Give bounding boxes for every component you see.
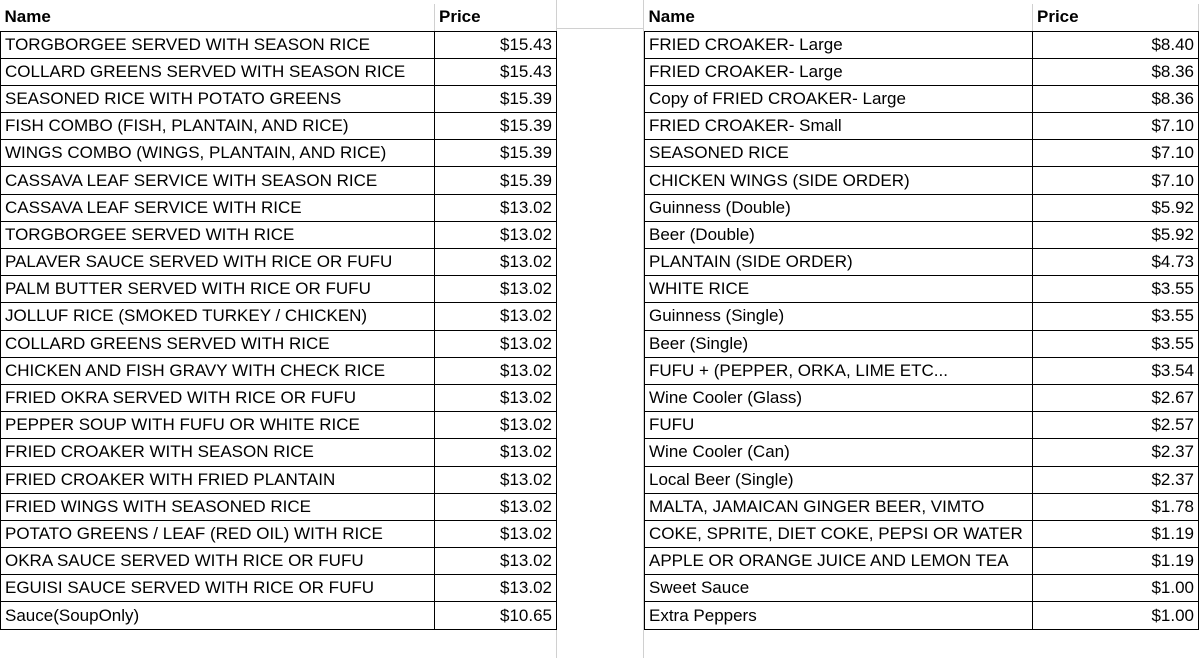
item-price[interactable]: $13.02: [435, 520, 557, 547]
header-row: [1, 4, 557, 31]
item-name[interactable]: CHICKEN AND FISH GRAVY WITH CHECK RICE: [1, 357, 435, 384]
table-row[interactable]: [645, 167, 1199, 194]
item-price[interactable]: $13.02: [435, 303, 557, 330]
item-price[interactable]: $15.43: [435, 31, 557, 58]
column-gap: [556, 0, 644, 658]
item-price[interactable]: $3.55: [1033, 330, 1199, 357]
item-name[interactable]: WINGS COMBO (WINGS, PLANTAIN, AND RICE): [1, 140, 435, 167]
name-header: Name: [1, 4, 435, 31]
item-price[interactable]: $13.02: [435, 548, 557, 575]
item-name[interactable]: JOLLUF RICE (SMOKED TURKEY / CHICKEN): [1, 303, 435, 330]
item-price[interactable]: $15.39: [435, 113, 557, 140]
item-name[interactable]: EGUISI SAUCE SERVED WITH RICE OR FUFU: [1, 575, 435, 602]
item-name[interactable]: FRIED CROAKER- Large: [645, 58, 1033, 85]
item-price[interactable]: $8.36: [1033, 85, 1199, 112]
table-row[interactable]: [645, 412, 1199, 439]
item-name[interactable]: PEPPER SOUP WITH FUFU OR WHITE RICE: [1, 412, 435, 439]
item-name[interactable]: FRIED CROAKER WITH SEASON RICE: [1, 439, 435, 466]
table-row[interactable]: [645, 58, 1199, 85]
menu-table-right: [644, 4, 1199, 630]
menu-table-left: [0, 4, 557, 630]
item-name[interactable]: Guinness (Double): [645, 194, 1033, 221]
table-row[interactable]: [1, 303, 557, 330]
table-row[interactable]: [1, 602, 557, 629]
item-name[interactable]: Sauce(SoupOnly): [1, 602, 435, 629]
table-row[interactable]: [1, 520, 557, 547]
item-name[interactable]: WHITE RICE: [645, 276, 1033, 303]
table-row[interactable]: [645, 466, 1199, 493]
item-price[interactable]: $13.02: [435, 276, 557, 303]
table-row[interactable]: [645, 602, 1199, 629]
table-row[interactable]: [1, 575, 557, 602]
table-row[interactable]: [1, 85, 557, 112]
item-price[interactable]: $3.54: [1033, 357, 1199, 384]
item-price[interactable]: $2.37: [1033, 466, 1199, 493]
table-row[interactable]: [645, 31, 1199, 58]
item-price[interactable]: $13.02: [435, 412, 557, 439]
table-row[interactable]: [645, 249, 1199, 276]
item-name[interactable]: SEASONED RICE: [645, 140, 1033, 167]
item-price[interactable]: $4.73: [1033, 249, 1199, 276]
item-name[interactable]: Beer (Double): [645, 221, 1033, 248]
item-name[interactable]: FRIED CROAKER- Large: [645, 31, 1033, 58]
table-row[interactable]: [1, 167, 557, 194]
table-row[interactable]: [1, 31, 557, 58]
table-row[interactable]: [645, 330, 1199, 357]
table-row[interactable]: [645, 439, 1199, 466]
table-row[interactable]: [645, 384, 1199, 411]
item-price[interactable]: $13.02: [435, 439, 557, 466]
item-price[interactable]: $13.02: [435, 221, 557, 248]
table-row[interactable]: [1, 466, 557, 493]
table-row[interactable]: [645, 85, 1199, 112]
item-price[interactable]: $15.43: [435, 58, 557, 85]
item-name[interactable]: Extra Peppers: [645, 602, 1033, 629]
table-row[interactable]: [645, 194, 1199, 221]
item-price[interactable]: $8.40: [1033, 31, 1199, 58]
item-price[interactable]: $7.10: [1033, 113, 1199, 140]
table-row[interactable]: [1, 58, 557, 85]
item-price[interactable]: $5.92: [1033, 194, 1199, 221]
item-name[interactable]: CASSAVA LEAF SERVICE WITH RICE: [1, 194, 435, 221]
table-row[interactable]: [645, 303, 1199, 330]
table-row[interactable]: [645, 140, 1199, 167]
item-name[interactable]: PLANTAIN (SIDE ORDER): [645, 249, 1033, 276]
item-name[interactable]: Guinness (Single): [645, 303, 1033, 330]
item-name[interactable]: Local Beer (Single): [645, 466, 1033, 493]
table-row[interactable]: [645, 548, 1199, 575]
item-name[interactable]: COKE, SPRITE, DIET COKE, PEPSI OR WATER: [645, 520, 1033, 547]
item-name[interactable]: Wine Cooler (Can): [645, 439, 1033, 466]
item-price[interactable]: $2.37: [1033, 439, 1199, 466]
item-price[interactable]: $13.02: [435, 330, 557, 357]
item-name[interactable]: SEASONED RICE WITH POTATO GREENS: [1, 85, 435, 112]
item-price[interactable]: $10.65: [435, 602, 557, 629]
item-name[interactable]: FISH COMBO (FISH, PLANTAIN, AND RICE): [1, 113, 435, 140]
name-header: Name: [645, 4, 1033, 31]
item-price[interactable]: $13.02: [435, 493, 557, 520]
table-row[interactable]: [645, 113, 1199, 140]
item-price[interactable]: $8.36: [1033, 58, 1199, 85]
header-row: [645, 4, 1199, 31]
item-name[interactable]: FRIED WINGS WITH SEASONED RICE: [1, 493, 435, 520]
item-price[interactable]: $13.02: [435, 194, 557, 221]
table-row[interactable]: [1, 548, 557, 575]
item-name[interactable]: TORGBORGEE SERVED WITH RICE: [1, 221, 435, 248]
table-row[interactable]: [1, 221, 557, 248]
price-header: Price: [1033, 4, 1199, 31]
table-row[interactable]: [645, 221, 1199, 248]
table-row[interactable]: [1, 194, 557, 221]
item-price[interactable]: $13.02: [435, 384, 557, 411]
item-name[interactable]: FRIED OKRA SERVED WITH RICE OR FUFU: [1, 384, 435, 411]
table-row[interactable]: [1, 384, 557, 411]
item-name[interactable]: MALTA, JAMAICAN GINGER BEER, VIMTO: [645, 493, 1033, 520]
item-price[interactable]: $3.55: [1033, 303, 1199, 330]
item-price[interactable]: $1.19: [1033, 548, 1199, 575]
item-name[interactable]: Copy of FRIED CROAKER- Large: [645, 85, 1033, 112]
item-name[interactable]: Sweet Sauce: [645, 575, 1033, 602]
item-name[interactable]: OKRA SAUCE SERVED WITH RICE OR FUFU: [1, 548, 435, 575]
table-row[interactable]: [1, 249, 557, 276]
item-price[interactable]: $13.02: [435, 249, 557, 276]
item-price[interactable]: $1.19: [1033, 520, 1199, 547]
item-name[interactable]: PALM BUTTER SERVED WITH RICE OR FUFU: [1, 276, 435, 303]
item-price[interactable]: $1.00: [1033, 602, 1199, 629]
item-name[interactable]: POTATO GREENS / LEAF (RED OIL) WITH RICE: [1, 520, 435, 547]
item-name[interactable]: PALAVER SAUCE SERVED WITH RICE OR FUFU: [1, 249, 435, 276]
item-name[interactable]: CHICKEN WINGS (SIDE ORDER): [645, 167, 1033, 194]
table-row[interactable]: [645, 276, 1199, 303]
table-row[interactable]: [1, 412, 557, 439]
table-row[interactable]: [1, 493, 557, 520]
item-name[interactable]: APPLE OR ORANGE JUICE AND LEMON TEA: [645, 548, 1033, 575]
item-name[interactable]: FRIED CROAKER WITH FRIED PLANTAIN: [1, 466, 435, 493]
item-name[interactable]: FRIED CROAKER- Small: [645, 113, 1033, 140]
item-price[interactable]: $13.02: [435, 575, 557, 602]
item-name[interactable]: COLLARD GREENS SERVED WITH RICE: [1, 330, 435, 357]
item-price[interactable]: $1.78: [1033, 493, 1199, 520]
item-price[interactable]: $1.00: [1033, 575, 1199, 602]
table-row[interactable]: [645, 493, 1199, 520]
item-price[interactable]: $15.39: [435, 167, 557, 194]
item-name[interactable]: Wine Cooler (Glass): [645, 384, 1033, 411]
item-name[interactable]: Beer (Single): [645, 330, 1033, 357]
item-name[interactable]: TORGBORGEE SERVED WITH SEASON RICE: [1, 31, 435, 58]
item-price[interactable]: $5.92: [1033, 221, 1199, 248]
item-price[interactable]: $2.67: [1033, 384, 1199, 411]
table-row[interactable]: [1, 276, 557, 303]
item-price[interactable]: $15.39: [435, 140, 557, 167]
table-row[interactable]: [645, 520, 1199, 547]
table-row[interactable]: [1, 357, 557, 384]
item-price[interactable]: $13.02: [435, 466, 557, 493]
table-row[interactable]: [1, 330, 557, 357]
table-row[interactable]: [1, 140, 557, 167]
item-price[interactable]: $2.57: [1033, 412, 1199, 439]
item-price[interactable]: $15.39: [435, 85, 557, 112]
item-name[interactable]: FUFU: [645, 412, 1033, 439]
price-header: Price: [435, 4, 557, 31]
item-price[interactable]: $7.10: [1033, 167, 1199, 194]
item-price[interactable]: $7.10: [1033, 140, 1199, 167]
item-name[interactable]: CASSAVA LEAF SERVICE WITH SEASON RICE: [1, 167, 435, 194]
table-row[interactable]: [1, 439, 557, 466]
table-row[interactable]: [1, 113, 557, 140]
table-row[interactable]: [645, 357, 1199, 384]
item-name[interactable]: COLLARD GREENS SERVED WITH SEASON RICE: [1, 58, 435, 85]
item-price[interactable]: $13.02: [435, 357, 557, 384]
item-name[interactable]: FUFU + (PEPPER, ORKA, LIME ETC...: [645, 357, 1033, 384]
item-price[interactable]: $3.55: [1033, 276, 1199, 303]
table-row[interactable]: [645, 575, 1199, 602]
